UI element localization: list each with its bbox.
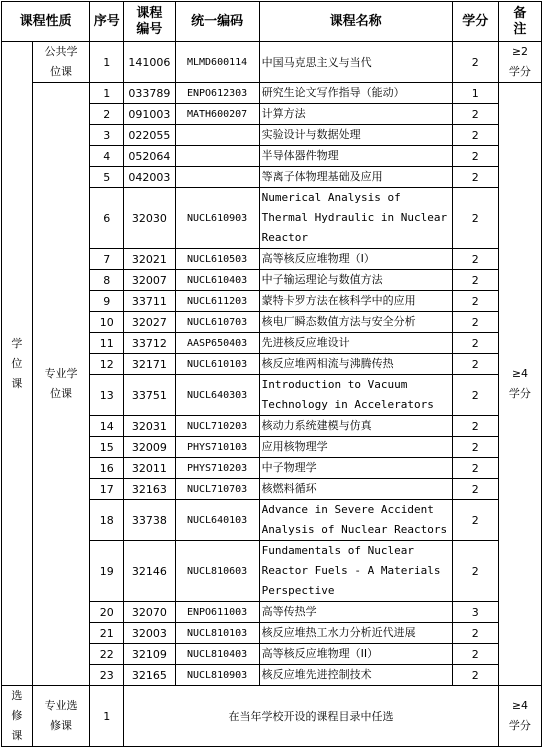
course-name: Fundamentals of Nuclear Reactor Fuels - A Materials Perspective (259, 541, 452, 602)
course-code: 32011 (124, 458, 175, 479)
course-credit: 2 (452, 541, 498, 602)
course-unified-code: NUCL710203 (175, 416, 259, 437)
course-credit: 2 (452, 623, 498, 644)
course-code: 32109 (124, 644, 175, 665)
elective-course-label: 专业选 修课 (32, 686, 90, 747)
course-code: 33712 (124, 333, 175, 354)
elective-text: 在当年学校开设的课程目录中任选 (124, 686, 499, 747)
course-no: 10 (90, 312, 124, 333)
course-credit: 2 (452, 458, 498, 479)
public-code: 141006 (124, 42, 175, 83)
course-name: Introduction to Vacuum Technology in Accelerators (259, 375, 452, 416)
course-name: 实验设计与数据处理 (259, 125, 452, 146)
course-credit: 1 (452, 83, 498, 104)
course-credit: 2 (452, 479, 498, 500)
elective-row (2, 686, 542, 747)
course-unified-code: NUCL611203 (175, 291, 259, 312)
degree-course-label: 学 位 课 (2, 42, 33, 686)
course-credit: 2 (452, 291, 498, 312)
course-no: 14 (90, 416, 124, 437)
course-code: 32027 (124, 312, 175, 333)
course-no: 15 (90, 437, 124, 458)
course-no: 12 (90, 354, 124, 375)
course-credit: 2 (452, 333, 498, 354)
course-code: 32021 (124, 249, 175, 270)
public-credit: 2 (452, 42, 498, 83)
course-credit: 2 (452, 104, 498, 125)
course-unified-code (175, 146, 259, 167)
course-no: 16 (90, 458, 124, 479)
course-unified-code (175, 167, 259, 188)
course-name: 计算方法 (259, 104, 452, 125)
course-name: 先进核反应堆设计 (259, 333, 452, 354)
header-note: 备 注 (498, 2, 541, 42)
course-name: 核电厂瞬态数值方法与安全分析 (259, 312, 452, 333)
course-credit: 2 (452, 146, 498, 167)
course-unified-code: NUCL640303 (175, 375, 259, 416)
major-course-row (2, 83, 542, 104)
course-name: 高等传热学 (259, 602, 452, 623)
course-unified-code: NUCL610403 (175, 270, 259, 291)
course-code: 32009 (124, 437, 175, 458)
course-name: Advance in Severe Accident Analysis of Nuclear Reactors (259, 500, 452, 541)
course-unified-code: NUCL640103 (175, 500, 259, 541)
course-unified-code: NUCL610503 (175, 249, 259, 270)
course-code: 022055 (124, 125, 175, 146)
course-unified-code: ENPO611003 (175, 602, 259, 623)
course-name: 核反应堆热工水力分析近代进展 (259, 623, 452, 644)
course-unified-code: ENPO612303 (175, 83, 259, 104)
course-name: 核动力系统建模与仿真 (259, 416, 452, 437)
course-no: 20 (90, 602, 124, 623)
course-unified-code: PHYS710103 (175, 437, 259, 458)
course-code: 33738 (124, 500, 175, 541)
course-name: 等离子体物理基础及应用 (259, 167, 452, 188)
course-no: 2 (90, 104, 124, 125)
header-code: 课程 编号 (124, 2, 175, 42)
course-no: 9 (90, 291, 124, 312)
course-no: 17 (90, 479, 124, 500)
header-no: 序号 (90, 2, 124, 42)
course-name: 高等核反应堆物理（II） (259, 644, 452, 665)
course-credit: 2 (452, 644, 498, 665)
course-table (1, 1, 542, 747)
course-name: 研究生论文写作指导（能动） (259, 83, 452, 104)
header-unified: 统一编码 (175, 2, 259, 42)
course-credit: 2 (452, 249, 498, 270)
course-unified-code: NUCL810403 (175, 644, 259, 665)
course-code: 32003 (124, 623, 175, 644)
course-no: 13 (90, 375, 124, 416)
course-code: 32070 (124, 602, 175, 623)
course-unified-code: NUCL610903 (175, 188, 259, 249)
course-code: 32030 (124, 188, 175, 249)
course-unified-code: MATH600207 (175, 104, 259, 125)
course-no: 8 (90, 270, 124, 291)
major-course-note: ≥4 学分 (498, 83, 541, 686)
course-code: 042003 (124, 167, 175, 188)
course-unified-code: AASP650403 (175, 333, 259, 354)
course-code: 32031 (124, 416, 175, 437)
course-unified-code: PHYS710203 (175, 458, 259, 479)
course-no: 21 (90, 623, 124, 644)
public-unified: MLMD600114 (175, 42, 259, 83)
course-no: 6 (90, 188, 124, 249)
course-credit: 2 (452, 665, 498, 686)
course-no: 3 (90, 125, 124, 146)
course-code: 091003 (124, 104, 175, 125)
course-code: 33711 (124, 291, 175, 312)
course-name: 半导体器件物理 (259, 146, 452, 167)
course-name: Numerical Analysis of Thermal Hydraulic in Nuclear Reactor (259, 188, 452, 249)
course-no: 18 (90, 500, 124, 541)
course-name: 中子输运理论与数值方法 (259, 270, 452, 291)
course-no: 22 (90, 644, 124, 665)
course-name: 高等核反应堆物理（I） (259, 249, 452, 270)
course-code: 32163 (124, 479, 175, 500)
course-no: 1 (90, 83, 124, 104)
course-no: 11 (90, 333, 124, 354)
course-unified-code: NUCL610703 (175, 312, 259, 333)
course-credit: 2 (452, 416, 498, 437)
course-unified-code: NUCL810103 (175, 623, 259, 644)
public-no: 1 (90, 42, 124, 83)
course-no: 19 (90, 541, 124, 602)
course-unified-code: NUCL610103 (175, 354, 259, 375)
course-name: 核燃料循环 (259, 479, 452, 500)
course-code: 32146 (124, 541, 175, 602)
course-unified-code: NUCL710703 (175, 479, 259, 500)
course-no: 4 (90, 146, 124, 167)
major-course-label: 专业学 位课 (32, 83, 90, 686)
course-no: 5 (90, 167, 124, 188)
course-name: 核反应堆先进控制技术 (259, 665, 452, 686)
course-credit: 2 (452, 375, 498, 416)
public-row (2, 42, 542, 83)
course-credit: 2 (452, 125, 498, 146)
course-code: 033789 (124, 83, 175, 104)
course-name: 蒙特卡罗方法在核科学中的应用 (259, 291, 452, 312)
course-code: 32007 (124, 270, 175, 291)
course-name: 中子物理学 (259, 458, 452, 479)
course-unified-code: NUCL810903 (175, 665, 259, 686)
course-credit: 2 (452, 270, 498, 291)
course-unified-code (175, 125, 259, 146)
header-credit: 学分 (452, 2, 498, 42)
header-name: 课程名称 (259, 2, 452, 42)
course-credit: 2 (452, 312, 498, 333)
course-credit: 2 (452, 437, 498, 458)
public-note: ≥2 学分 (498, 42, 541, 83)
header-nature: 课程性质 (2, 2, 90, 42)
course-code: 052064 (124, 146, 175, 167)
public-course-label: 公共学 位课 (32, 42, 90, 83)
course-code: 32165 (124, 665, 175, 686)
course-credit: 2 (452, 354, 498, 375)
course-code: 32171 (124, 354, 175, 375)
elective-label: 选 修 课 (2, 686, 33, 747)
course-code: 33751 (124, 375, 175, 416)
elective-no: 1 (90, 686, 124, 747)
course-name: 核反应堆两相流与沸腾传热 (259, 354, 452, 375)
course-no: 23 (90, 665, 124, 686)
course-unified-code: NUCL810603 (175, 541, 259, 602)
course-name: 应用核物理学 (259, 437, 452, 458)
public-name: 中国马克思主义与当代 (259, 42, 452, 83)
course-credit: 2 (452, 188, 498, 249)
course-credit: 2 (452, 167, 498, 188)
course-credit: 3 (452, 602, 498, 623)
course-credit: 2 (452, 500, 498, 541)
elective-note: ≥4 学分 (498, 686, 541, 747)
course-no: 7 (90, 249, 124, 270)
